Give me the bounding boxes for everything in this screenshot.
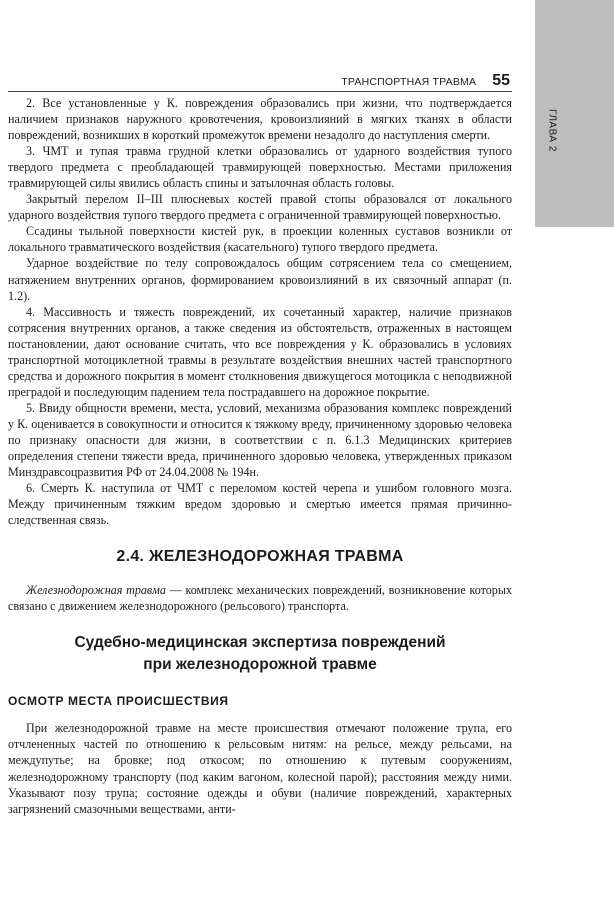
- paragraph: 4. Массивность и тяжесть повреждений, их сочетанный характер, наличие признаков сотрясения внутренних органов, а также сведения из обстоятельств, отраженных в настоящем постановлении, дают основание считать, что все повреждения у К. образовались в условиях транспортной мотоциклетной травмы в результате воздействия внешних частей транспортного средства и дорожного покрытия в момент столкновения движущегося мотоцикла с неподвижной преградой и последующим падением тела пострадавшего на дорожное покрытие.: [8, 304, 512, 399]
- paragraph: 5. Ввиду общности времени, места, условий, механизма образования комплекс повреждений у К. оценивается в совокупности и относится к тяжкому вреду, причиненному здоровью человека по признаку опасности для жизни, в соответствии с п. 6.1.3 Медицинских критериев определения степени тяжести вреда, причиненного здоровью человека, утвержденных приказом Минздравсоцразвития РФ от 24.04.2008 № 194н.: [8, 400, 512, 480]
- run-in-heading: ОСМОТР МЕСТА ПРОИСШЕСТВИЯ: [8, 694, 229, 709]
- subsection-title-line2: при железнодорожной травме: [143, 656, 377, 674]
- section-title: 2.4. ЖЕЛЕЗНОДОРОЖНАЯ ТРАВМА: [116, 548, 404, 566]
- paragraph: Ударное воздействие по телу сопровождалось общим сотрясением тела со смещением, натяжением внутренних органов, формированием кровоизлияний в их связочный аппарат (п. 1.2).: [8, 256, 512, 303]
- definition-text: — комплекс механических повреждений, возникновение которых связано с движением железнодорожного (рельсового) транспорта.: [8, 583, 512, 614]
- subsection-title: [8, 632, 512, 676]
- paragraph: 2. Все установленные у К. повреждения образовались при жизни, что подтверждается наличием признаков наружного кровотечения, кровоизлияний в мягких тканях в области повреждений, возникших в короткий промежуток времени незадолго до наступления смерти.: [8, 96, 512, 143]
- definition-term: Железнодорожная травма: [26, 583, 166, 598]
- page-number: 55: [492, 72, 510, 89]
- running-header: [335, 72, 510, 92]
- subsection-title-line1: Судебно-медицинская экспертиза повреждений: [74, 634, 446, 652]
- chapter-tab-label: ГЛАВА 2: [546, 108, 558, 152]
- paragraph: 6. Смерть К. наступила от ЧМТ с переломом костей черепа и ушибом головного мозга. Между причиненным тяжким вредом здоровью и смертью имеется прямая причинно-следственная связь.: [8, 481, 512, 528]
- paragraph: Ссадины тыльной поверхности кистей рук, в проекции коленных суставов возникли от локального травматического воздействия (касательного) тупого твердого предмета.: [8, 224, 512, 255]
- paragraph: При железнодорожной травме на месте происшествия отмечают положение трупа, его отчлененных частей по отношению к рельсовым нитям: на рельсе, между рельсами, на междупутье; на бровке; под откосом; по отношению к путевым сооружениям, железнодорожному транспорту (под каким вагоном, колесной парой); расстояния между ними. Указывают позу трупа; состояние одежды и обуви (наличие повреждений, характерных загрязнений смазочными веществами, анти-: [8, 721, 512, 816]
- paragraph: 3. ЧМТ и тупая травма грудной клетки образовались от ударного воздействия тупого твердого предмета с преобладающей травмирующей поверхностью. Местами приложения травмирующей силы явились область спины и затылочная область головы.: [8, 144, 512, 191]
- definition-paragraph: [8, 582, 512, 614]
- running-title: ТРАНСПОРТНАЯ ТРАВМА: [341, 76, 477, 88]
- page-body: [8, 95, 512, 817]
- header-rule: [8, 91, 512, 92]
- paragraph: Закрытый перелом II–III плюсневых костей правой стопы образовался от локального ударного воздействия тупого твердого предмета с ограниченной травмирующей поверхностью.: [8, 192, 512, 223]
